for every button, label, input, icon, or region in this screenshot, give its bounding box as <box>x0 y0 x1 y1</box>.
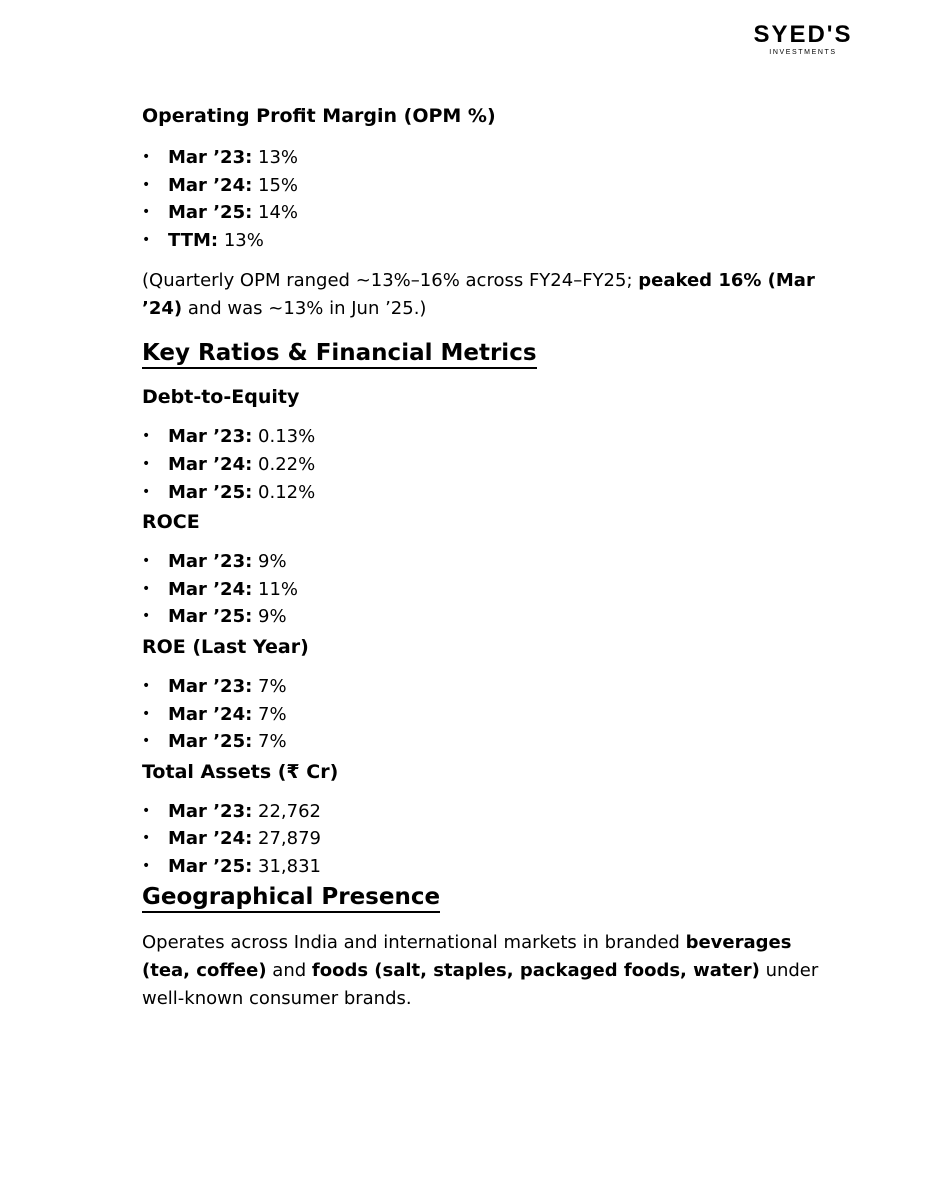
list-item: • Mar ’25: 9% <box>168 603 822 631</box>
list-item: • Mar ’23: 0.13% <box>168 423 822 451</box>
roce-heading: ROCE <box>142 511 200 534</box>
geo-heading: Geographical Presence <box>142 883 440 913</box>
opm-note: (Quarterly OPM ranged ~13%–16% across FY24–FY25; peaked 16% (Mar ’24) and was ~13% in Jun ’25.) <box>142 270 815 320</box>
list-item: • TTM: 13% <box>168 227 822 255</box>
list-item: • Mar ’23: 7% <box>168 673 822 701</box>
roe-heading: ROE (Last Year) <box>142 635 309 658</box>
key-ratios-heading: Key Ratios & Financial Metrics <box>142 339 537 369</box>
brand-logo <box>739 22 867 57</box>
roe-list <box>142 673 822 756</box>
list-item: • Mar ’24: 27,879 <box>168 825 822 853</box>
logo-tagline: INVESTMENTS <box>769 49 837 56</box>
debt-equity-list <box>142 423 822 506</box>
total-assets-heading: Total Assets (₹ Cr) <box>142 760 339 783</box>
list-item: • Mar ’25: 0.12% <box>168 479 822 507</box>
document-body <box>142 104 822 1013</box>
total-assets-list <box>142 798 822 881</box>
list-item: • Mar ’24: 7% <box>168 701 822 729</box>
debt-equity-heading: Debt-to-Equity <box>142 386 300 409</box>
roce-list <box>142 548 822 631</box>
list-item: • Mar ’24: 15% <box>168 172 822 200</box>
list-item: • Mar ’23: 13% <box>168 144 822 172</box>
list-item: • Mar ’24: 0.22% <box>168 451 822 479</box>
list-item: • Mar ’23: 22,762 <box>168 798 822 826</box>
list-item: • Mar ’24: 11% <box>168 576 822 604</box>
list-item: • Mar ’25: 7% <box>168 728 822 756</box>
list-item: • Mar ’23: 9% <box>168 548 822 576</box>
opm-list <box>142 144 822 254</box>
logo-name: SYED'S <box>753 21 853 48</box>
geo-text: Operates across India and international markets in branded beverages (tea, coffee) and foods (salt, staples, packaged foods, water) under well-known consumer brands. <box>142 931 819 1009</box>
list-item: • Mar ’25: 31,831 <box>168 853 822 881</box>
list-item: • Mar ’25: 14% <box>168 199 822 227</box>
opm-heading: Operating Profit Margin (OPM %) <box>142 105 496 127</box>
